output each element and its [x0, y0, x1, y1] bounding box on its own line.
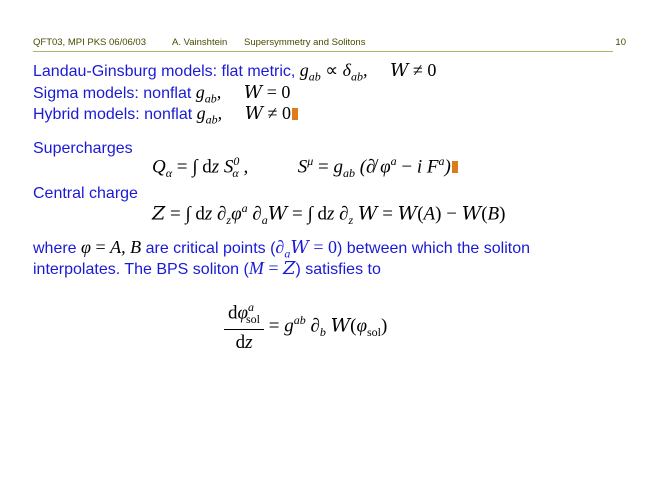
supercharge-equation: $Q_\alpha$ = ∫ dz $S^0_\alpha$ , $S^\mu = g_{ab}$ (∂̸ $\varphi^a - i$ $F^a$) [152, 154, 458, 181]
central-charge-label: Central charge [33, 185, 138, 202]
central-charge-equation: Z = ∫ dz $\partial_z\varphi^a$ $\partial_aW$ = ∫ dz $\partial_z$ W = W(A) − W(B) [152, 201, 506, 228]
pause-marker-2 [452, 161, 458, 173]
para2-b: ) satisfies to [295, 261, 381, 278]
landau-ginsburg-line [33, 60, 436, 85]
header-author: A. Vainshtein [172, 37, 228, 48]
landau-ginsburg-text: Landau-Ginsburg models: flat metric, [33, 63, 300, 80]
header-rule [33, 51, 613, 52]
bps-soliton-line [33, 258, 381, 279]
hybrid-models-line [33, 103, 298, 128]
para1-b: are critical points ( [141, 240, 276, 257]
bps-condition-math: M = Z [248, 258, 296, 279]
bps-fraction: $\frac{d\varphi^a_{sol}}{dz}$ [224, 300, 264, 354]
bps-equation: $\frac{d\varphi^a_{sol}}{dz}$ = $g^{ab}$ $\partial_b$ $W(\varphi_{sol})$ [224, 300, 387, 354]
header-title: Supersymmetry and Solitons [244, 37, 366, 48]
para1-a: where [33, 240, 82, 257]
hybrid-models-math: $g_{ab}$, W ≠ 0 [196, 103, 292, 127]
para1-c: ) between which the soliton [337, 240, 530, 257]
sigma-models-text: Sigma models: nonflat [33, 85, 196, 102]
critical-points-math: φ = A, B [81, 237, 142, 257]
hybrid-models-text: Hybrid models: nonflat [33, 106, 197, 123]
sigma-models-math: $g_{ab}$, W = 0 [195, 82, 291, 106]
pause-marker [292, 108, 298, 120]
supercharges-label: Supercharges [33, 140, 133, 157]
landau-ginsburg-math: $g_{ab} \propto \delta_{ab}$, W ≠ 0 [299, 60, 437, 84]
page-number: 10 [615, 37, 626, 48]
critical-condition-math: $\partial_aW = 0$ [275, 237, 337, 261]
para2-a: interpolates. The BPS soliton ( [33, 261, 249, 278]
header-conference: QFT03, MPI PKS 06/06/03 [33, 37, 146, 48]
